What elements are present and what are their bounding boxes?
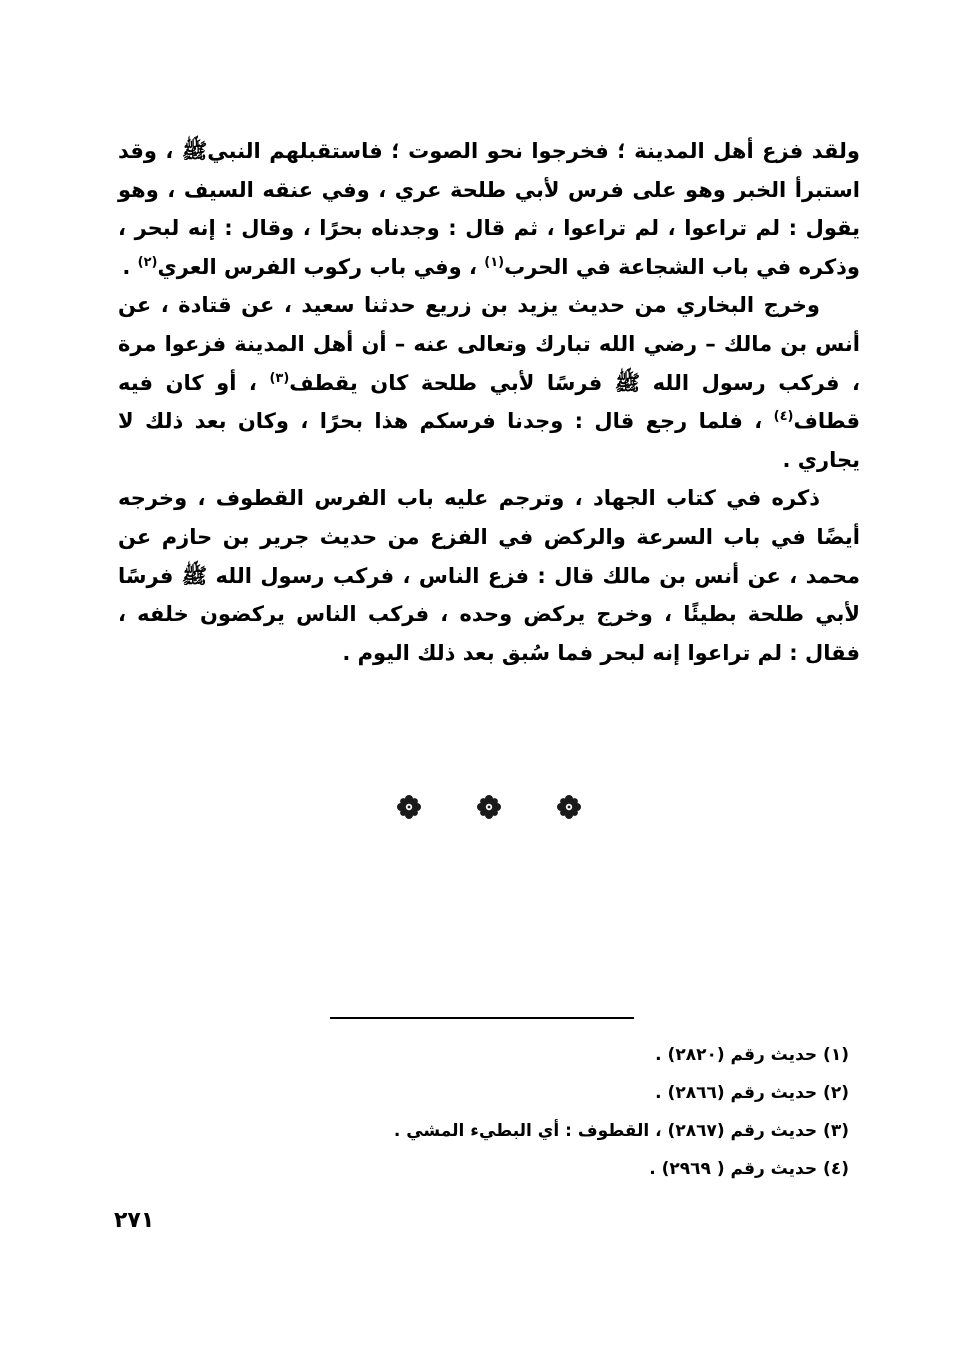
flower-ornament-icon	[476, 794, 502, 820]
paragraph-text: ، فلما رجع قال : وجدنا فرسكم هذا بحرًا ، وكان بعد ذلك لا يجاري .	[118, 409, 860, 472]
footnote-1: (١) حديث رقم (٢٨٢٠) .	[655, 1045, 849, 1065]
paragraph-text: ولقد فزع أهل المدينة ؛ فخرجوا نحو الصوت ؛ فاستقبلهم النبيﷺ ، وقد استبرأ الخبر وهو على فرس لأبي طلحة عري ، وفي عنقه السيف ، وهو يقول : لم تراعوا ، لم تراعوا ، ثم قال : وجدناه بحرًا ، وقال : إنه لبحر ، وذكره في باب الشجاعة في الحرب	[118, 139, 860, 279]
footnote-ref-2[interactable]: (٢)	[137, 254, 158, 270]
paragraph-3	[118, 479, 860, 672]
paragraph-text: ، أو كان فيه قطاف	[118, 370, 860, 434]
page-number: ٢٧١	[114, 1208, 155, 1233]
footnote-3: (٣) حديث رقم (٢٨٦٧) ، القطوف : أي البطيء المشي .	[393, 1121, 849, 1141]
footnote-4: (٤) حديث رقم ( ٢٩٦٩) .	[649, 1159, 849, 1179]
paragraph-text: ، وفي باب ركوب الفرس العري	[157, 254, 477, 279]
footnote-2: (٢) حديث رقم (٢٨٦٦) .	[655, 1083, 849, 1103]
paragraph-1	[118, 132, 860, 286]
main-text	[118, 132, 860, 672]
flower-ornament-icon	[556, 794, 582, 820]
section-divider	[396, 790, 582, 824]
paragraph-text: .	[122, 254, 138, 279]
footnote-ref-4[interactable]: (٤)	[773, 409, 794, 425]
flower-ornament-icon	[396, 794, 422, 820]
footnote-ref-3[interactable]: (٣)	[269, 370, 290, 386]
paragraph-text: ذكره في كتاب الجهاد ، وترجم عليه باب الفرس القطوف ، وخرجه أيضًا في باب السرعة والركض في الفزع من حديث جرير بن حازم عن محمد ، عن أنس بن مالك قال : فزع الناس ، فركب رسول الله ﷺ فرسًا لأبي طلحة بطيئًا ، وخرج يركض وحده ، فركب الناس يركضون خلفه ، فقال : لم تراعوا إنه لبحر فما سُبق بعد ذلك اليوم .	[118, 486, 860, 665]
footnote-separator	[330, 1017, 634, 1019]
footnote-ref-1[interactable]: (١)	[484, 254, 505, 270]
paragraph-text: وخرج البخاري من حديث يزيد بن زريع حدثنا سعيد ، عن قتادة ، عن أنس بن مالك – رضي الله تبارك وتعالى عنه – أن أهل المدينة فزعوا مرة ، فركب رسول الله ﷺ فرسًا لأبي طلحة كان يقطف	[118, 293, 860, 395]
footnotes	[289, 1036, 849, 1188]
paragraph-2	[118, 286, 860, 479]
